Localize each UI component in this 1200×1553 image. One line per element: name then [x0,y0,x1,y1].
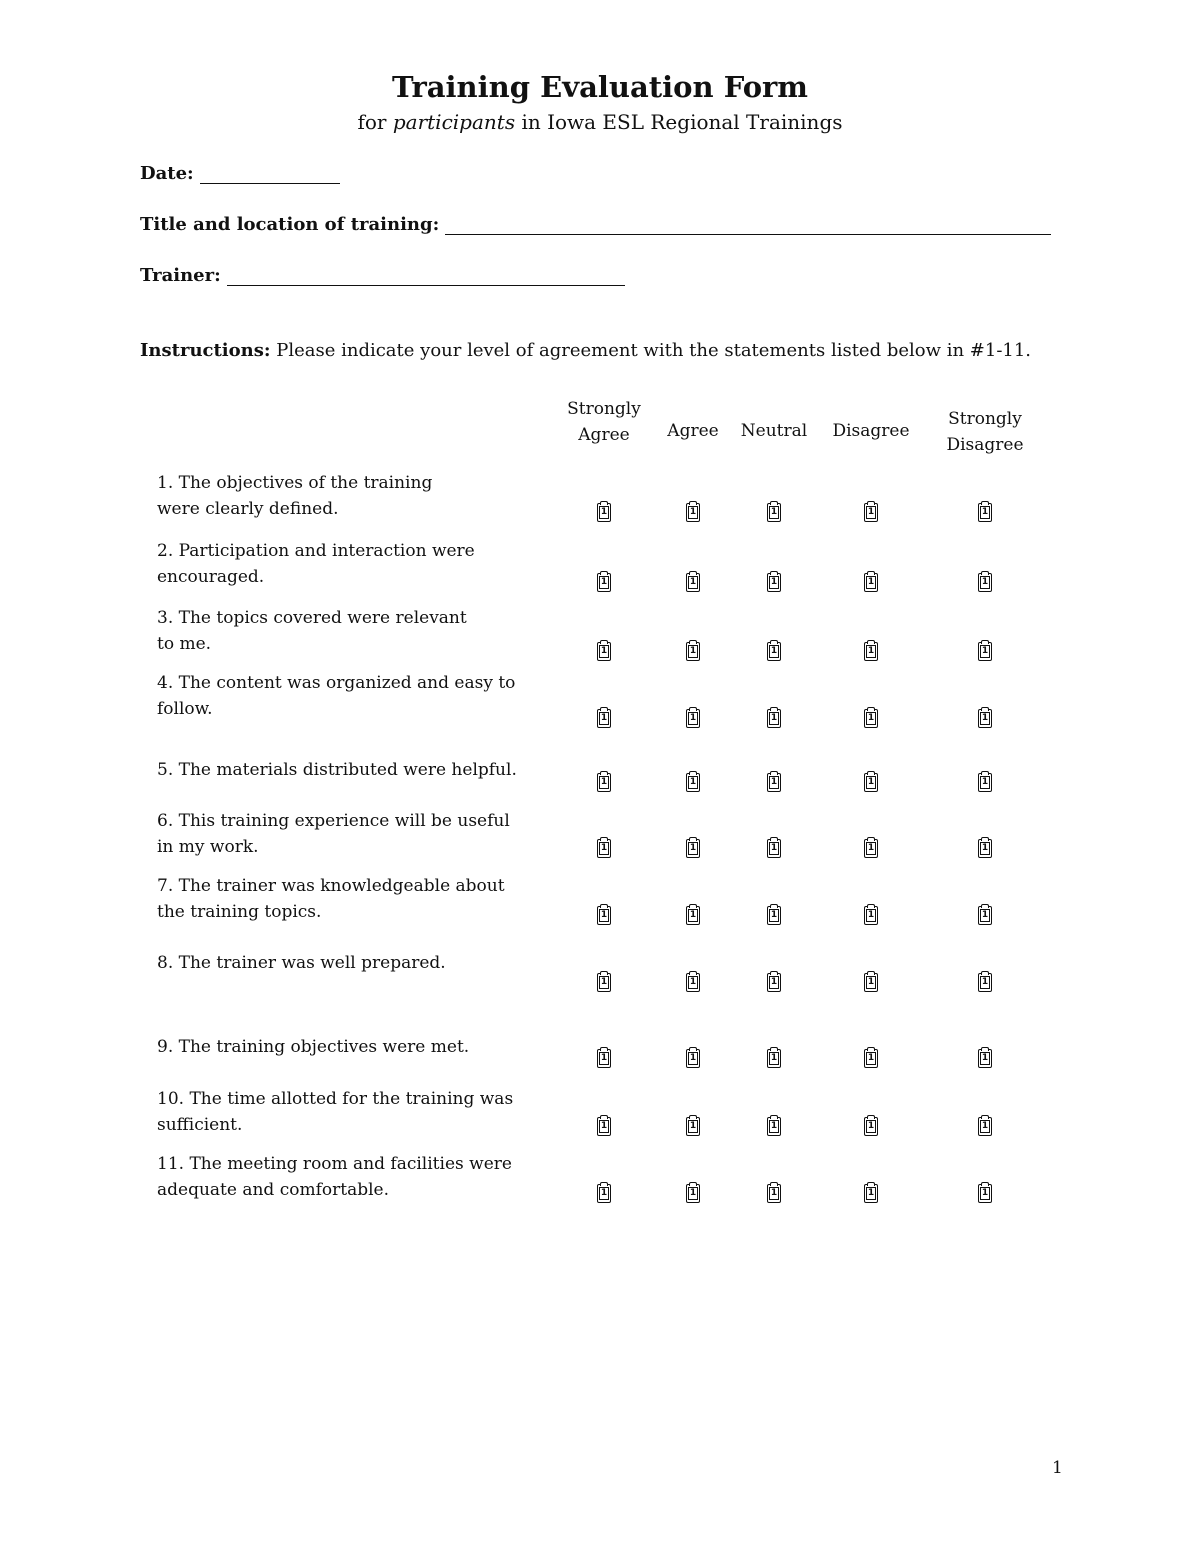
date-input[interactable] [200,165,340,184]
rating-checkbox-7-agree[interactable] [686,906,700,925]
rating-checkbox-9-strongly-agree[interactable] [597,1049,611,1068]
rating-checkbox-1-disagree[interactable] [864,503,878,522]
statement-line2: the training topics. [157,902,322,922]
statement-line1: 6. This training experience will be useful [157,811,510,831]
rating-checkbox-3-disagree[interactable] [864,642,878,661]
statement-11 [157,1151,557,1203]
statement-line2: encouraged. [157,567,265,587]
column-header-strongly-disagree [946,406,1023,458]
column-header-line1: Strongly [948,409,1022,429]
rating-checkbox-6-agree[interactable] [686,839,700,858]
rating-checkbox-2-strongly-disagree[interactable] [978,573,992,592]
rating-checkbox-1-strongly-disagree[interactable] [978,503,992,522]
rating-checkbox-11-strongly-disagree[interactable] [978,1184,992,1203]
page-title: Training Evaluation Form [392,70,808,104]
rating-checkbox-3-strongly-agree[interactable] [597,642,611,661]
statement-line1: 10. The time allotted for the training was [157,1089,514,1109]
column-header-neutral [741,418,807,444]
statement-7 [157,873,557,925]
subtitle-suffix: in Iowa ESL Regional Trainings [515,110,843,134]
rating-checkbox-1-strongly-agree[interactable] [597,503,611,522]
statement-line2: were clearly defined. [157,499,339,519]
column-header-line1: Neutral [740,421,808,441]
rating-checkbox-10-disagree[interactable] [864,1117,878,1136]
rating-checkbox-8-neutral[interactable] [767,973,781,992]
statement-line2: in my work. [157,837,259,857]
rating-checkbox-8-agree[interactable] [686,973,700,992]
date-label: Date: [140,163,194,184]
rating-checkbox-4-disagree[interactable] [864,709,878,728]
rating-checkbox-9-neutral[interactable] [767,1049,781,1068]
statement-line1: 2. Participation and interaction were [157,541,475,561]
rating-checkbox-7-neutral[interactable] [767,906,781,925]
statement-6 [157,808,557,860]
rating-checkbox-4-strongly-disagree[interactable] [978,709,992,728]
statement-line1: 7. The trainer was knowledgeable about [157,876,505,896]
rating-checkbox-7-disagree[interactable] [864,906,878,925]
column-header-line2: Disagree [946,435,1024,455]
rating-checkbox-2-agree[interactable] [686,573,700,592]
rating-checkbox-9-disagree[interactable] [864,1049,878,1068]
statement-line2: sufficient. [157,1115,243,1135]
instructions-text: Please indicate your level of agreement with the statements listed below in #1-11. [270,340,1032,361]
rating-checkbox-4-neutral[interactable] [767,709,781,728]
rating-checkbox-3-strongly-disagree[interactable] [978,642,992,661]
instructions [140,340,1031,361]
title-location-field [140,214,1051,235]
rating-checkbox-6-strongly-disagree[interactable] [978,839,992,858]
statement-1 [157,470,557,522]
rating-checkbox-7-strongly-agree[interactable] [597,906,611,925]
statement-3 [157,605,557,657]
rating-checkbox-11-agree[interactable] [686,1184,700,1203]
rating-checkbox-7-strongly-disagree[interactable] [978,906,992,925]
statement-9 [157,1034,557,1060]
column-header-line1: Disagree [832,421,910,441]
trainer-field [140,265,625,286]
rating-checkbox-8-strongly-agree[interactable] [597,973,611,992]
rating-checkbox-8-disagree[interactable] [864,973,878,992]
title-location-label: Title and location of training: [140,214,440,235]
rating-checkbox-5-strongly-agree[interactable] [597,773,611,792]
statement-line2: to me. [157,634,212,654]
rating-checkbox-5-neutral[interactable] [767,773,781,792]
rating-checkbox-6-neutral[interactable] [767,839,781,858]
page-subtitle [0,110,1200,134]
statement-line1: 1. The objectives of the training [157,473,433,493]
statement-line1: 11. The meeting room and facilities were [157,1154,512,1174]
rating-checkbox-3-neutral[interactable] [767,642,781,661]
statement-line1: 8. The trainer was well prepared. [157,953,446,973]
statement-line1: 4. The content was organized and easy to [157,673,516,693]
rating-checkbox-9-strongly-disagree[interactable] [978,1049,992,1068]
rating-checkbox-2-disagree[interactable] [864,573,878,592]
rating-checkbox-2-strongly-agree[interactable] [597,573,611,592]
rating-checkbox-10-agree[interactable] [686,1117,700,1136]
rating-checkbox-8-strongly-disagree[interactable] [978,973,992,992]
statement-line1: 9. The training objectives were met. [157,1037,470,1057]
page-number: 1 [1052,1458,1063,1478]
instructions-label: Instructions: [140,340,271,361]
statement-line1: 5. The materials distributed were helpful. [157,760,517,780]
rating-checkbox-11-neutral[interactable] [767,1184,781,1203]
title-location-input[interactable] [445,216,1051,235]
subtitle-emphasis: participants [392,110,516,134]
statement-10 [157,1086,557,1138]
rating-checkbox-10-strongly-agree[interactable] [597,1117,611,1136]
rating-checkbox-6-strongly-agree[interactable] [597,839,611,858]
column-header-agree [667,418,718,444]
statement-line2: adequate and comfortable. [157,1180,389,1200]
rating-checkbox-11-strongly-agree[interactable] [597,1184,611,1203]
statement-line2: follow. [157,699,213,719]
rating-checkbox-5-agree[interactable] [686,773,700,792]
rating-checkbox-6-disagree[interactable] [864,839,878,858]
statement-5 [157,757,557,783]
rating-checkbox-4-agree[interactable] [686,709,700,728]
statement-2 [157,538,557,590]
rating-checkbox-3-agree[interactable] [686,642,700,661]
rating-checkbox-5-disagree[interactable] [864,773,878,792]
column-header-strongly-agree [567,396,641,448]
trainer-label: Trainer: [140,265,221,286]
trainer-input[interactable] [227,267,625,286]
rating-checkbox-1-neutral[interactable] [767,503,781,522]
column-header-line1: Agree [667,421,719,441]
statement-4 [157,670,557,722]
subtitle-prefix: for [357,110,393,134]
statement-line1: 3. The topics covered were relevant [157,608,467,628]
rating-checkbox-5-strongly-disagree[interactable] [978,773,992,792]
rating-checkbox-2-neutral[interactable] [767,573,781,592]
rating-checkbox-11-disagree[interactable] [864,1184,878,1203]
rating-checkbox-10-neutral[interactable] [767,1117,781,1136]
column-header-line2: Agree [578,425,630,445]
rating-checkbox-9-agree[interactable] [686,1049,700,1068]
rating-checkbox-10-strongly-disagree[interactable] [978,1117,992,1136]
column-header-line1: Strongly [567,399,641,419]
rating-checkbox-4-strongly-agree[interactable] [597,709,611,728]
column-header-disagree [832,418,909,444]
date-field [140,163,340,184]
statement-8 [157,950,557,976]
rating-checkbox-1-agree[interactable] [686,503,700,522]
